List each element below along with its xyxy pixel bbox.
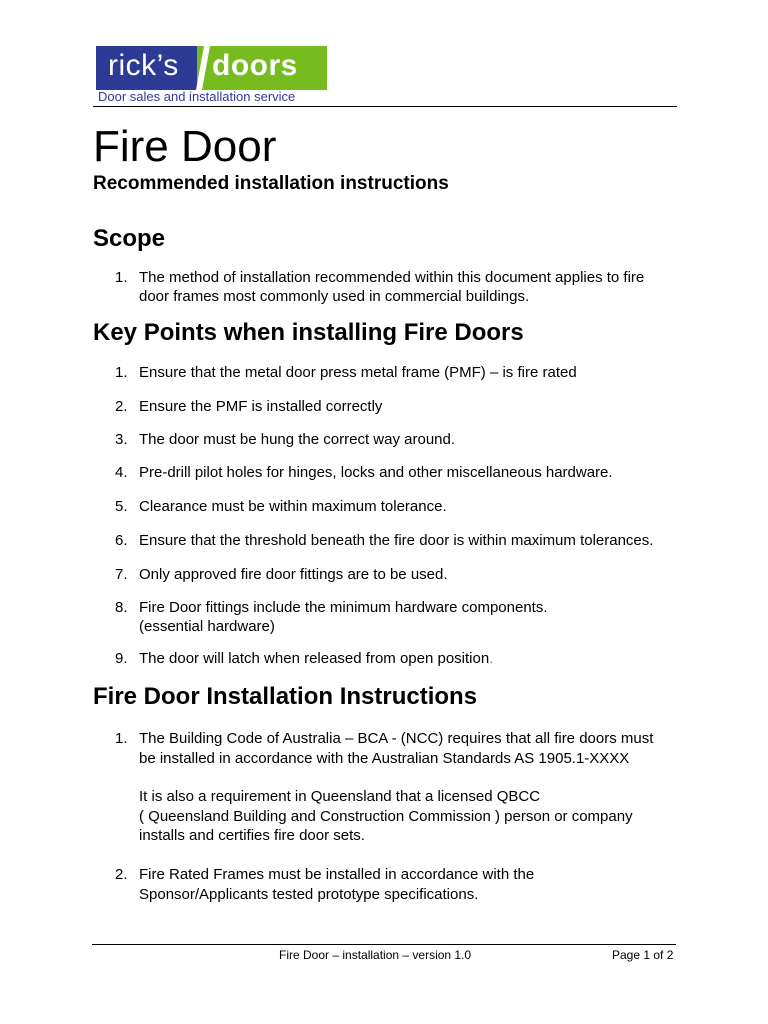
list-number: 2. — [115, 398, 128, 415]
list-text: Ensure that the metal door press metal frame (PMF) – is fire rated — [139, 364, 577, 381]
list-number: 7. — [115, 566, 128, 583]
company-logo — [96, 46, 327, 105]
footer-doc-version: Fire Door – installation – version 1.0 — [279, 948, 472, 962]
list-text — [139, 729, 684, 769]
paragraph-line: It is also a requirement in Queensland that a licensed QBCC — [139, 788, 541, 805]
list-text-line: be installed in accordance with the Australian Standards AS 1905.1-XXXX — [139, 750, 630, 767]
logo-slash-icon — [196, 46, 210, 90]
list-number: 9. — [115, 650, 128, 667]
list-number: 1. — [115, 364, 128, 381]
logo-word-doors: doors — [212, 49, 298, 82]
list-text-line: The method of installation recommended within this document applies to fire — [139, 269, 645, 286]
logo-word-ricks: rick’s — [108, 49, 179, 82]
list-text — [139, 649, 684, 668]
list-text-tail: . — [489, 650, 494, 667]
key-points-heading: Key Points when installing Fire Doors — [93, 319, 524, 346]
list-text-main: The door will latch when released from open position — [139, 650, 490, 667]
list-text-line: door frames most commonly used in commercial buildings. — [139, 288, 530, 305]
list-text — [139, 865, 684, 905]
list-text-line: Fire Rated Frames must be installed in accordance with the — [139, 866, 535, 883]
list-text-line: Sponsor/Applicants tested prototype specifications. — [139, 886, 479, 903]
list-text: Ensure the PMF is installed correctly — [139, 398, 383, 415]
list-text: Ensure that the threshold beneath the fire door is within maximum tolerances. — [139, 532, 654, 549]
paragraph-line: ( Queensland Building and Construction Commission ) person or company — [139, 807, 633, 825]
logo-banner — [96, 46, 327, 90]
list-text-line: Fire Door fittings include the minimum hardware components. — [139, 599, 548, 616]
paragraph-line: installs and certifies fire door sets. — [139, 827, 365, 844]
qbcc-paragraph — [139, 787, 679, 846]
list-number: 4. — [115, 464, 128, 481]
scope-heading: Scope — [93, 225, 166, 252]
list-number: 1. — [115, 269, 128, 286]
list-text: The door must be hung the correct way around. — [139, 431, 456, 448]
list-number: 3. — [115, 431, 128, 448]
list-number: 1. — [115, 730, 128, 747]
footer-page-number: Page 1 of 2 — [612, 948, 674, 962]
list-text-line: (essential hardware) — [139, 618, 275, 635]
list-number: 5. — [115, 498, 128, 515]
list-text — [139, 598, 684, 636]
list-text: Only approved fire door fittings are to be used. — [139, 566, 448, 583]
list-text: Pre-drill pilot holes for hinges, locks and other miscellaneous hardware. — [139, 464, 613, 481]
list-text-line: The Building Code of Australia – BCA - (NCC) requires that all fire doors must — [139, 730, 654, 747]
installation-heading: Fire Door Installation Instructions — [93, 683, 478, 710]
logo-tagline: Door sales and installation service — [98, 89, 296, 104]
list-number: 8. — [115, 599, 128, 616]
list-text: Clearance must be within maximum tolerance. — [139, 498, 447, 515]
document-title: Fire Door — [93, 122, 277, 171]
header-divider — [93, 106, 677, 107]
list-text — [139, 268, 684, 306]
list-number: 2. — [115, 866, 128, 883]
document-subtitle: Recommended installation instructions — [93, 173, 449, 194]
footer-divider — [92, 944, 676, 945]
list-number: 6. — [115, 532, 128, 549]
